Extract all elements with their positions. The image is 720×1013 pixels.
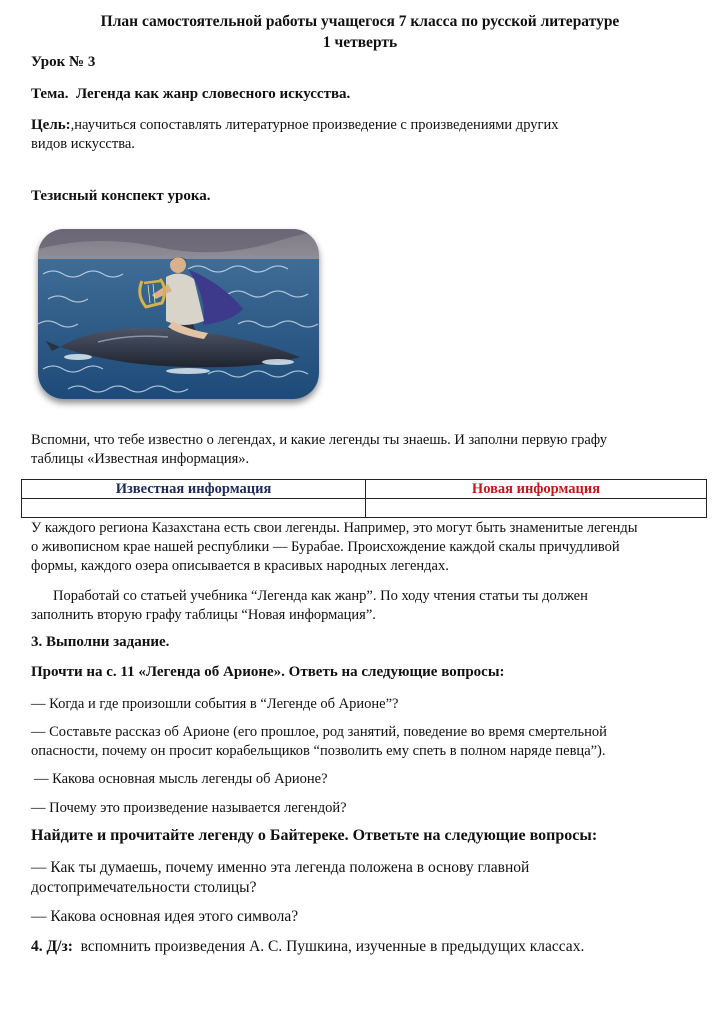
arion-illustration [38,229,319,399]
known-info-header: Известная информация [22,480,366,499]
arion-question-2-line2: опасности, почему он просит корабельщиков “позволить ему спеть в полном наряде певца”). [31,743,606,759]
recall-line1: Вспомни, что тебе известно о легендах, и какие легенды ты знаешь. И заполни первую графу [31,432,608,448]
summary-heading: Тезисный конспект урока. [31,188,211,204]
topic-text: Легенда как жанр словесного искусства. [75,86,351,102]
goal [31,116,691,154]
known-info-cell[interactable] [22,499,366,518]
new-info-cell[interactable] [366,499,707,518]
baiterek-question-1-line1: — Как ты думаешь, почему именно эта легенда положена в основу главной [31,859,530,876]
arion-question-2 [31,723,711,761]
arion-question-4: — Почему это произведение называется легендой? [31,800,347,816]
doc-title-line2: 1 четверть [322,34,398,51]
work-line2: заполнить вторую графу таблицы “Новая информация”. [31,607,376,623]
baiterek-question-1 [31,858,711,898]
lesson-number: Урок № 3 [31,54,96,70]
arion-question-1: — Когда и где произошли события в “Легенде об Арионе”? [31,696,399,712]
arion-question-3: — Какова основная мысль легенды об Арионе? [34,771,328,787]
arion-question-2-line1: — Составьте рассказ об Арионе (его прошлое, род занятий, поведение во время смертельной [31,724,607,740]
table-header-row [22,480,707,499]
baiterek-question-2: — Какова основная идея этого символа? [31,908,299,925]
task-3-heading: 3. Выполни задание. [31,634,170,650]
kazakhstan-line2: о живописном крае нашей республики — Бурабае. Происхождение каждой скалы причудливой [31,539,620,555]
table-empty-row [22,499,707,518]
work-paragraph [31,587,701,625]
recall-instruction [31,431,701,469]
arion-on-dolphin-image [38,229,319,399]
kazakhstan-line1: У каждого региона Казахстана есть свои легенды. Например, это могут быть знаменитые легенды [31,520,638,536]
topic [31,86,350,103]
new-info-header: Новая информация [366,480,707,499]
baiterek-heading: Найдите и прочитайте легенду о Байтереке. Ответьте на следующие вопросы: [31,827,598,844]
kazakhstan-line3: формы, каждого озера описывается в красивых народных легендах. [31,558,449,574]
kazakhstan-paragraph [31,519,711,576]
read-arion-heading: Прочти на с. 11 «Легенда об Арионе». Ответь на следующие вопросы: [31,664,505,680]
homework-label: 4. Д/з: [31,938,73,955]
baiterek-question-1-line2: достопримечательности столицы? [31,879,257,896]
doc-title-line1: План самостоятельной работы учащегося 7 класса по русской литературе [100,13,620,30]
topic-label: Тема. [31,86,69,102]
homework-text: вспомнить произведения А. С. Пушкина, изученные в предыдущих классах. [80,938,585,955]
recall-line2: таблицы «Известная информация». [31,451,250,467]
homework [31,938,584,956]
information-table [21,479,707,518]
goal-label: Цель: [31,117,71,133]
goal-text-line2: видов искусства. [31,136,135,152]
goal-text: ,научиться сопоставлять литературное произведение с произведениями других [70,117,559,133]
work-line1: Поработай со статьей учебника “Легенда как жанр”. По ходу чтения статьи ты должен [53,588,588,604]
